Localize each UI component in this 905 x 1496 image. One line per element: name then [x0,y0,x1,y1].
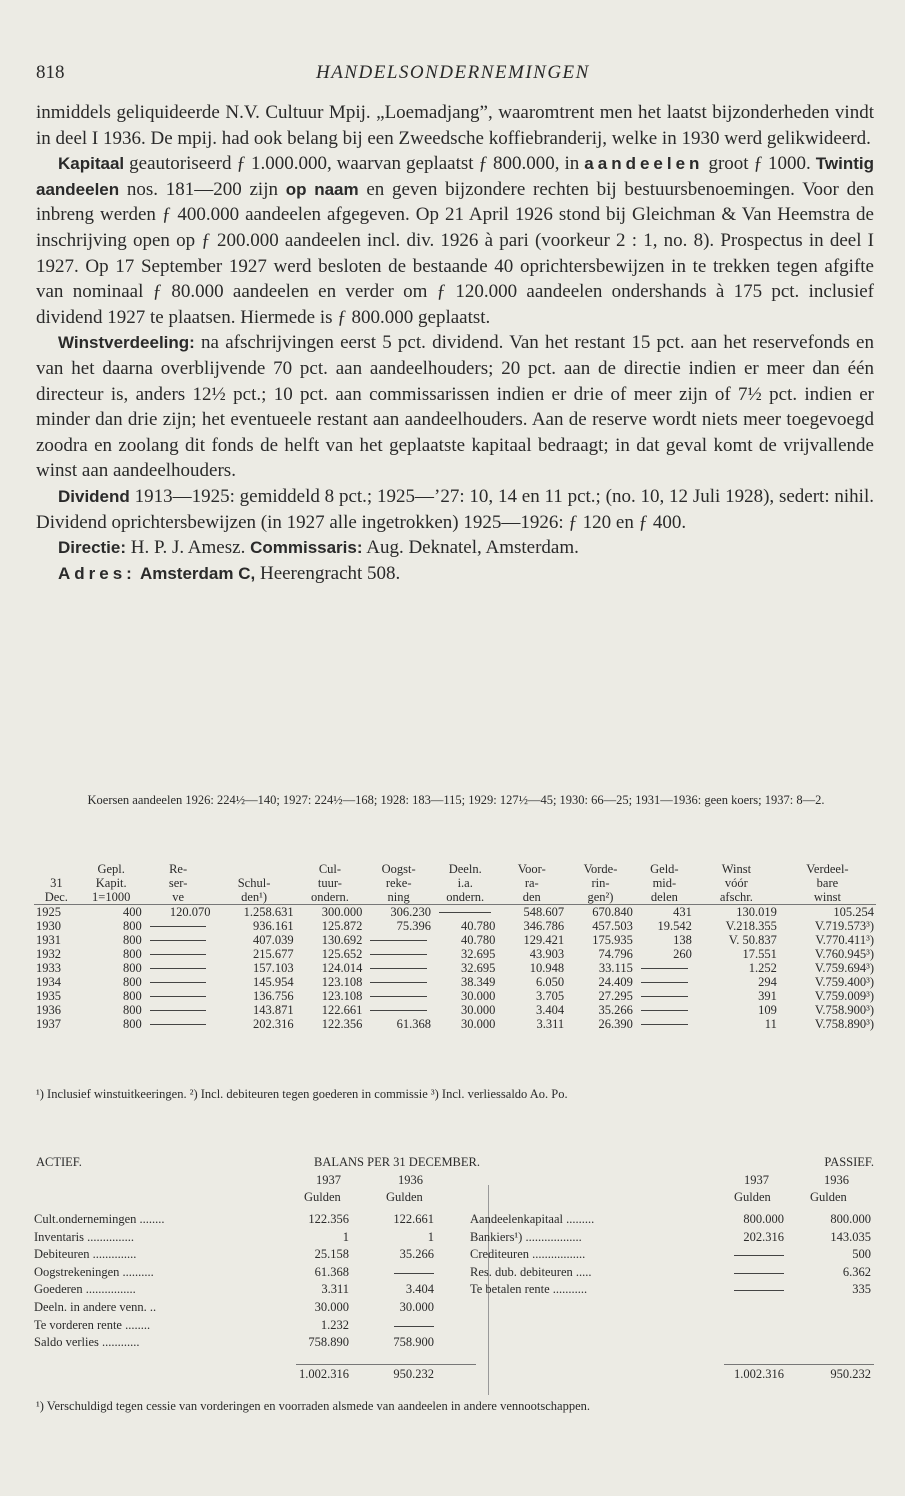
table-cell: V.218.355 [725,919,777,933]
directie-text: H. P. J. Amesz. [126,537,251,559]
passief-item-value: 500 [852,1247,871,1262]
table-cell: 61.368 [396,1017,432,1031]
table-cell: 11 [764,1017,777,1031]
table-header-cell: tuur- [317,876,342,890]
table-cell [144,1017,213,1031]
table-cell: 122.661 [321,1003,363,1017]
actief-item-value: 30.000 [399,1300,434,1314]
table-cell: 24.409 [598,975,633,989]
table-cell: 800 [123,989,142,1003]
actief-item-label: Goederen ................ [34,1282,136,1297]
paragraph-dividend [36,484,874,535]
dash-line [150,1010,207,1011]
table-row [34,975,876,989]
dash-line [370,982,427,983]
dash-line [370,996,427,997]
table-cell: 202.316 [252,1017,294,1031]
dash-line [150,926,207,927]
table-cell: 124.014 [321,961,363,975]
page-header [36,62,876,88]
table-cell: 215.677 [252,947,294,961]
table-cell: V.758.890³) [814,1017,874,1031]
commissaris-heading: Commissaris: [250,538,363,558]
table-cell: V.760.945³) [814,947,874,961]
paragraph-winstverdeeling [36,330,874,484]
table-cell: 122.356 [321,1017,363,1031]
table-cell [364,947,433,961]
table-header-cell: den¹) [212,890,295,905]
table-header-cell: i.a. [457,876,473,890]
table-header-cell: gen²) [566,890,635,905]
dash-line [370,940,427,941]
kapitaal-heading: Kapitaal [58,154,125,174]
table-cell: 26.390 [598,1017,633,1031]
actief-item-label: Oogstrekeningen .......... [34,1264,154,1279]
dash-line [150,996,207,997]
actief-item-value: 1 [342,1229,349,1244]
table-cell [144,933,213,947]
table-cell: V. 50.837 [728,933,777,947]
balance-footnote: ¹) Verschuldigd tegen cessie van vorderingen en voorraden alsmede van aandeelen in andere vennootschappen. [36,1399,590,1413]
table-cell: 1936 [36,1003,61,1017]
dash-line [641,1024,688,1025]
dash-line [150,954,207,955]
dash-line [150,940,207,941]
table-cell: 800 [123,975,142,989]
aandeelen-spaced: aandeelen [584,154,704,174]
table-header-cell: Gepl. [97,862,125,876]
table-cell: 157.103 [252,961,294,975]
table-header-cell: delen [635,890,694,905]
paragraph-intro [36,100,874,151]
table-header-row [34,876,876,890]
table-header-cell: 31 [50,876,63,890]
table-cell [144,975,213,989]
dividend-text: 1913—1925: gemiddeld 8 pct.; 1925—’27: 10, 14 en 11 pct.; (no. 10, 12 Juli 1928), sedert: nihil. Dividend oprichtersbewijzen (in 1927 alle ingetrokken) 1925—1926: ƒ 120 en ƒ 400. [36,485,874,533]
table-cell: 3.404 [536,1003,565,1017]
actief-label: ACTIEF. [36,1155,82,1169]
actief-item-label: Inventaris ............... [34,1229,134,1244]
table-cell: 260 [673,947,692,961]
actief-item-value: 61.368 [314,1264,349,1279]
table-cell: 30.000 [461,1003,496,1017]
table-cell: 1934 [36,975,61,989]
table-header-cell: bare [816,876,839,890]
table-cell: 800 [123,961,142,975]
passief-item-label: Te betalen rente ........... [470,1282,588,1297]
table-header-cell [34,862,79,876]
actief-total-rule [296,1364,476,1365]
table-cell: 32.695 [461,961,496,975]
balance-sheet [34,1155,876,1395]
table-header-cell: 1=1000 [79,890,144,905]
table-cell [364,961,433,975]
op-naam: op naam [285,179,359,199]
dash-line [641,996,688,997]
table-cell: 800 [123,919,142,933]
actief-item-value: 35.266 [399,1247,434,1262]
table-header-cell: Oogst- [381,862,416,876]
table-cell: 40.780 [461,919,496,933]
table-cell: 1933 [36,961,61,975]
table-cell [144,961,213,975]
table-cell [144,919,213,933]
table-cell: 670.840 [592,905,633,919]
dash-line [641,982,688,983]
adres-heading: Adres: [58,563,136,583]
table-cell: 109 [758,1003,777,1017]
table-cell: 300.000 [321,905,363,919]
table-header-cell: winst [779,890,876,905]
table-footnotes: ¹) Inclusief winstuitkeeringen. ²) Incl. debiteuren tegen goederen in commissie ³) Incl. verliessaldo Ao. Po. [36,1087,568,1101]
table-cell: V.719.573³) [814,919,874,933]
paragraph-kapitaal [36,151,874,330]
table-cell [144,947,213,961]
actief-item-label: Cult.ondernemingen ........ [34,1212,165,1226]
twintig-aandeelen: Twintig aandeelen [36,154,875,199]
table-cell: V.758.900³) [814,1003,874,1017]
table-cell: 136.756 [252,989,294,1003]
table-header-cell: vóór [724,876,748,890]
passief-year-1937: 1937 [744,1173,769,1187]
table-cell [364,975,433,989]
table-header-cell: Geld- [650,862,679,876]
table-header-cell: Re- [169,862,188,876]
actief-item-value: 1 [427,1229,434,1244]
table-cell: 40.780 [461,933,496,947]
table-cell: 123.108 [321,975,363,989]
table-cell: V.759.400³) [814,975,874,989]
table-header-cell [212,862,295,876]
running-title: HANDELSONDERNEMINGEN [316,62,590,83]
actief-unit-1936: Gulden [386,1190,423,1204]
table-header-cell: den [497,890,566,905]
passief-item-value: 335 [852,1282,871,1297]
table-header-cell: Dec. [34,890,79,905]
table-cell [635,961,694,975]
table-cell [635,1003,694,1017]
table-cell: 800 [123,933,142,947]
commissaris-text: Aug. Deknatel, Amsterdam. [362,537,579,559]
table-cell: 1.258.631 [243,905,294,919]
table-cell: 391 [758,989,777,1003]
table-cell [635,975,694,989]
passief-item-label: Res. dub. debiteuren ..... [470,1264,592,1279]
table-cell: 30.000 [461,989,496,1003]
dash-line [439,912,491,913]
table-cell: 38.349 [461,975,496,989]
actief-item-value: 122.356 [308,1212,349,1226]
actief-item-value [394,1273,434,1274]
table-cell: V.770.411³) [815,933,874,947]
table-row [34,1017,876,1031]
passief-item-value [734,1273,784,1274]
table-cell: V.759.009³) [814,989,874,1003]
intro-text: inmiddels geliquideerde N.V. Cultuur Mpij. „Loemadjang”, waaromtrent men het laatst bijzonderheden vindt in deel I 1936. De mpij. had ook belang bij een Zweedsche koffiebranderij, welke in 1930 werd gelikwideerd. [36,102,874,149]
table-cell: 130.692 [321,933,363,947]
table-cell: 143.871 [252,1003,294,1017]
table-cell: 800 [123,947,142,961]
table-cell [364,989,433,1003]
actief-item-value: 25.158 [314,1247,349,1262]
table-cell: 1935 [36,989,61,1003]
passief-label: PASSIEF. [824,1155,874,1169]
actief-unit-1937: Gulden [304,1190,341,1204]
table-header-cell: reke- [385,876,412,890]
actief-item-value [394,1326,434,1327]
table-cell: 175.935 [592,933,633,947]
passief-item-label: Crediteuren ................. [470,1247,586,1262]
table-cell: 800 [123,1017,142,1031]
dash-line [641,968,688,969]
balance-title: BALANS PER 31 DECEMBER. [314,1155,480,1169]
table-cell: 27.295 [598,989,633,1003]
dash-line [150,982,207,983]
actief-item-value: 1.232 [320,1317,349,1332]
table-cell: 17.551 [742,947,777,961]
table-header-cell: ondern. [433,890,497,905]
table-cell: 10.948 [529,961,565,975]
winstverdeeling-text: na afschrijvingen eerst 5 pct. dividend. Van het restant 15 pct. aan het reservefonds en van het daarna overblijvende 70 pct. aan aandeelhouders; 20 pct. aan de directie indien er meer dan één directeur is, anders 12½ pct.; 10 pct. aan commissarissen indien er drie of meer zijn of 7½ pct. indien er minder dan drie zijn; het eventueele restant aan aandeelhouders. Aan de reserve wordt niets meer toegevoegd zoodra en zoolang dit fonds de helft van het geplaatste kapitaal bedraagt; in dat geval komt de vrijvallende winst aan aandeelhouders. [36,332,874,482]
paragraph-adres [36,561,874,587]
kapitaal-text-c: nos. 181—200 zijn [119,178,286,200]
table-cell: 346.786 [523,919,565,933]
table-header-cell: Winst [721,862,752,876]
table-cell: 1932 [36,947,61,961]
dash-line [150,968,207,969]
passief-item-label: Aandeelenkapitaal ......... [470,1212,595,1226]
table-cell [635,1017,694,1031]
passief-unit-1936: Gulden [810,1190,847,1204]
winstverdeeling-heading: Winstverdeeling: [58,333,195,353]
passief-year-1936: 1936 [824,1173,849,1187]
actief-item-value: 30.000 [314,1300,349,1314]
table-cell: 3.705 [536,989,565,1003]
table-row [34,989,876,1003]
table-cell: 294 [758,975,777,989]
table-header-cell: ning [364,890,433,905]
table-cell: 1937 [36,1017,61,1031]
table-header-cell: ve [144,890,213,905]
passief-item-label: Bankiers¹) .................. [470,1229,582,1244]
dividend-heading: Dividend [58,486,130,506]
table-cell: V.759.694³) [814,961,874,975]
actief-item-label: Saldo verlies ............ [34,1335,140,1350]
actief-total-1937: 1.002.316 [299,1367,349,1381]
page-number: 818 [36,62,65,83]
table-header-row [34,862,876,876]
passief-item-value [734,1290,784,1291]
passief-total-rule [724,1364,874,1365]
table-cell: 105.254 [833,905,874,919]
table-cell: 6.050 [536,975,565,989]
table-cell: 43.903 [529,947,565,961]
table-header-cell: Kapit. [95,876,127,890]
passief-item-value [734,1255,784,1256]
table-row [34,961,876,975]
table-cell: 548.607 [523,905,565,919]
actief-item-value: 3.404 [405,1282,434,1297]
passief-item-value: 6.362 [842,1264,871,1279]
adres-text: Heerengracht 508. [255,562,401,584]
table-row [34,905,876,920]
table-cell: 457.503 [592,919,633,933]
dash-line [641,1010,688,1011]
actief-item-value: 758.890 [308,1335,349,1350]
table-cell: 32.695 [461,947,496,961]
table-row [34,919,876,933]
table-cell: 130.019 [736,905,777,919]
table-cell: 19.542 [657,919,692,933]
table-cell: 306.230 [390,905,432,919]
table-header-cell: Cul- [318,862,342,876]
table-cell: 936.161 [252,919,294,933]
adres-city: Amsterdam C, [135,563,256,583]
table-header-cell: Voor- [517,862,546,876]
table-cell: 125.652 [321,947,363,961]
table-cell [364,933,433,947]
table-row [34,947,876,961]
table-header-cell: mid- [652,876,677,890]
table-cell: 35.266 [598,1003,633,1017]
table-header-cell: Vorde- [583,862,618,876]
table-cell: 800 [123,1003,142,1017]
passief-item-value: 202.316 [743,1229,784,1244]
dash-line [370,968,427,969]
table-cell: 138 [673,933,692,947]
actief-item-label: Debiteuren .............. [34,1247,137,1262]
kapitaal-text-d: en geven bijzondere rechten bij bestuursbenoemingen. Voor den inbreng werden ƒ 400.000 aandeelen afgegeven. Op 21 April 1926 stond bij Gleichman & Van Heemstra de inschrijving open op ƒ 200.000 aandeelen incl. div. 1926 à pari (voorkeur 2 : 1, no. 8). Prospectus in deel I 1927. Op 17 September 1927 werd besloten de bestaande 40 oprichtersbewijzen in te trekken tegen afgifte van nominaal ƒ 80.000 aandeelen en verder om ƒ 120.000 aandeelen ondershands à 175 pct. inclusief dividend 1927 te plaatsen. Hiermede is ƒ 800.000 geplaatst. [36,178,875,328]
table-cell [144,1003,213,1017]
actief-year-1936: 1936 [398,1173,423,1187]
table-header-cell: Deeln. [448,862,482,876]
table-cell: 33.115 [598,961,633,975]
table-header-row [34,890,876,905]
table-cell: 129.421 [523,933,565,947]
passief-item-value: 800.000 [743,1212,784,1226]
table-cell: 123.108 [321,989,363,1003]
table-cell: 1925 [36,905,61,919]
table-header-cell: ondern. [296,890,365,905]
kapitaal-text-b: groot ƒ 1000. [703,153,816,175]
table-header-cell: ra- [524,876,539,890]
actief-item-value: 3.311 [321,1282,349,1297]
table-cell: 3.311 [536,1017,565,1031]
passief-item-value: 143.035 [830,1229,871,1244]
table-row [34,1003,876,1017]
actief-year-1937: 1937 [316,1173,341,1187]
actief-item-value: 122.661 [393,1212,434,1226]
table-cell [144,989,213,1003]
table-cell: 125.872 [321,919,363,933]
table-header-cell: ser- [168,876,188,890]
table-cell: 431 [673,905,692,919]
koersen-line: Koersen aandeelen 1926: 224½—140; 1927: 224½—168; 1928: 183—115; 1929: 127½—45; 1930: 66—25; 1931—1936: geen koers; 1937: 8—2. [87,793,825,807]
table-cell: 120.070 [169,905,211,919]
table-header-cell: Verdeel- [806,862,849,876]
directie-heading: Directie: [58,538,127,558]
table-cell [433,905,497,920]
table-cell: 74.796 [598,947,633,961]
table-cell: 75.396 [396,919,432,933]
table-cell: 1.252 [748,961,777,975]
actief-item-value: 758.900 [393,1335,434,1350]
paragraph-directie [36,535,874,561]
actief-total-1936: 950.232 [393,1367,434,1381]
passief-total-1937: 1.002.316 [734,1367,784,1381]
table-header-cell: Schul- [237,876,271,890]
body-text [36,100,874,586]
kapitaal-text-a: geautoriseerd ƒ 1.000.000, waarvan geplaatst ƒ 800.000, in [124,153,585,175]
table-cell: 1931 [36,933,61,947]
passief-item-value: 800.000 [830,1212,871,1226]
results-table [34,862,876,1031]
table-cell: 1930 [36,919,61,933]
table-cell: 145.954 [252,975,294,989]
table-cell [635,989,694,1003]
dash-line [370,1010,427,1011]
dash-line [370,954,427,955]
table-cell: 407.039 [252,933,294,947]
table-cell [364,1003,433,1017]
table-row [34,933,876,947]
dash-line [150,1024,207,1025]
passief-total-1936: 950.232 [830,1367,871,1381]
actief-item-label: Deeln. in andere venn. .. [34,1300,157,1314]
table-header-cell: rin- [591,876,610,890]
table-header-cell: afschr. [694,890,779,905]
table-cell: 30.000 [461,1017,496,1031]
passief-unit-1937: Gulden [734,1190,771,1204]
table-cell: 400 [123,905,142,919]
actief-item-label: Te vorderen rente ........ [34,1317,151,1332]
